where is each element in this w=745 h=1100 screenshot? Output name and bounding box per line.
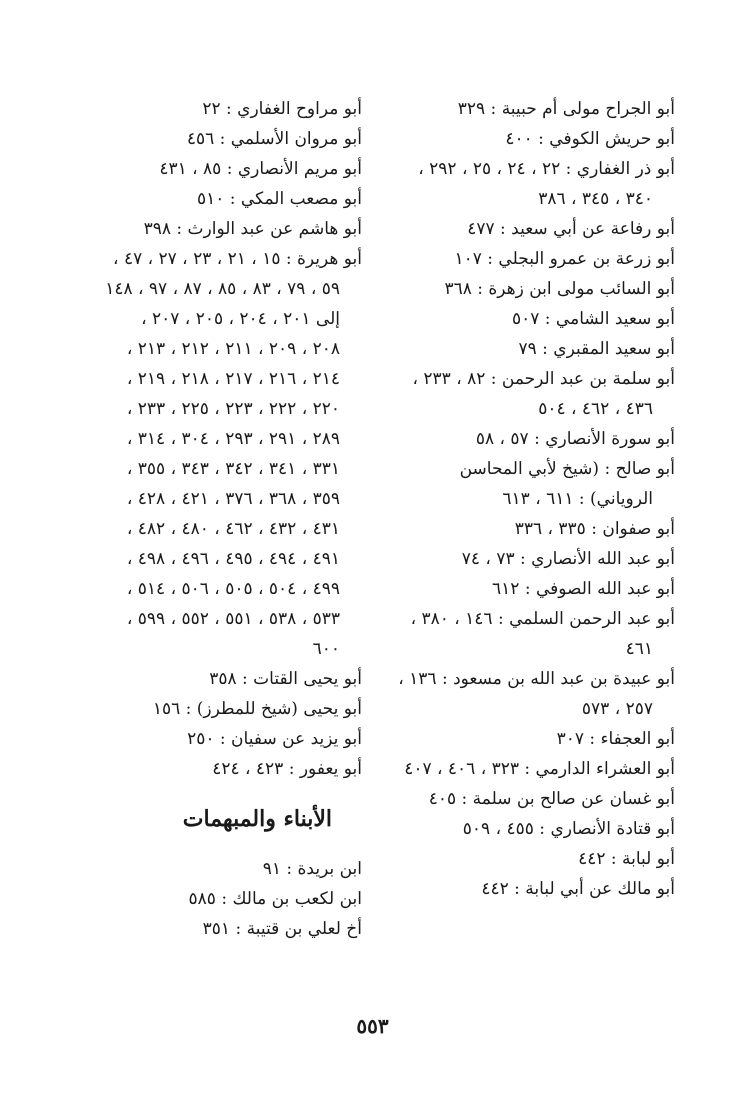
index-entry: أبو سعيد الشامي : ٥٠٧ (511, 309, 675, 329)
index-entry: أبو صفوان : ٣٣٥ ، ٣٣٦ (514, 519, 675, 539)
index-entry-continuation: ٣٤٠ ، ٣٤٥ ، ٣٨٦ (538, 189, 653, 209)
index-entry: أبو هريرة : ١٥ ، ٢١ ، ٢٣ ، ٢٧ ، ٤٧ ، (113, 249, 362, 269)
index-entry: أبو سورة الأنصاري : ٥٧ ، ٥٨ (475, 429, 675, 449)
index-entry: أبو حريش الكوفي : ٤٠٠ (505, 129, 675, 149)
index-entry: أبو هاشم عن عبد الوارث : ٣٩٨ (143, 219, 362, 239)
index-entry: أبو سعيد المقبري : ٧٩ (518, 339, 675, 359)
index-entry-continuation: ٥٣٣ ، ٥٣٨ ، ٥٥١ ، ٥٥٢ ، ٥٩٩ ، (126, 609, 340, 629)
page-number: ٥٥٣ (356, 1014, 389, 1038)
index-entry-continuation: الروياني) : ٦١١ ، ٦١٣ (502, 489, 653, 509)
index-entry-continuation: ٢٥٧ ، ٥٧٣ (581, 699, 653, 719)
index-entry-continuation: ٥٩ ، ٧٩ ، ٨٣ ، ٨٥ ، ٨٧ ، ٩٧ ، ١٤٨ (105, 279, 340, 299)
index-entry: أبو لبابة : ٤٤٢ (578, 849, 675, 869)
index-entry-continuation: ٢١٤ ، ٢١٦ ، ٢١٧ ، ٢١٨ ، ٢١٩ ، (126, 369, 340, 389)
index-entry: أبو عبيدة بن عبد الله بن مسعود : ١٣٦ ، (398, 669, 675, 689)
index-entry: أبو يعفور : ٤٢٣ ، ٤٢٤ (212, 759, 362, 779)
index-entry: أبو عبد الرحمن السلمي : ١٤٦ ، ٣٨٠ ، (410, 609, 675, 629)
section-heading: الأبناء والمبهمات (182, 806, 332, 832)
index-entry: أبو عبد الله الصوفي : ٦١٢ (492, 579, 675, 599)
index-column-left (62, 94, 362, 944)
index-entry-continuation: ٣٥٩ ، ٣٦٨ ، ٣٧٦ ، ٤٢١ ، ٤٢٨ ، (126, 489, 340, 509)
index-entry: أبو السائب مولى ابن زهرة : ٣٦٨ (444, 279, 675, 299)
index-entry: أبو يحيى القتات : ٣٥٨ (209, 669, 362, 689)
index-entry: أبو مروان الأسلمي : ٤٥٦ (186, 129, 362, 149)
index-entry-continuation: ٢٢٠ ، ٢٢٢ ، ٢٢٣ ، ٢٢٥ ، ٢٣٣ ، (126, 399, 340, 419)
index-entry: أبو صالح : (شيخ لأبي المحاسن (459, 459, 675, 479)
index-entry: أبو زرعة بن عمرو البجلي : ١٠٧ (454, 249, 675, 269)
index-entry: أبو ذر الغفاري : ٢٢ ، ٢٤ ، ٢٥ ، ٢٩٢ ، (418, 159, 675, 179)
index-entry: أبو مصعب المكي : ٥١٠ (196, 189, 362, 209)
index-entry: أبو الجراح مولى أم حبيبة : ٣٢٩ (457, 99, 675, 119)
index-entry: أبو العشراء الدارمي : ٣٢٣ ، ٤٠٦ ، ٤٠٧ (404, 759, 675, 779)
index-entry-continuation: ٤٦١ (625, 639, 653, 659)
index-entry-continuation: ٤٣١ ، ٤٣٢ ، ٤٦٢ ، ٤٨٠ ، ٤٨٢ ، (126, 519, 340, 539)
index-entry: أبو يزيد عن سفيان : ٢٥٠ (187, 729, 362, 749)
index-entry-continuation: إلى ٢٠١ ، ٢٠٤ ، ٢٠٥ ، ٢٠٧ ، (141, 309, 340, 329)
index-entry-continuation: ٤٩٩ ، ٥٠٤ ، ٥٠٥ ، ٥٠٦ ، ٥١٤ ، (126, 579, 340, 599)
index-entry-continuation: ٣٣١ ، ٣٤١ ، ٣٤٢ ، ٣٤٣ ، ٣٥٥ ، (126, 459, 340, 479)
index-entry-continuation: ٢٠٨ ، ٢٠٩ ، ٢١١ ، ٢١٢ ، ٢١٣ ، (126, 339, 340, 359)
index-entry: ابن لكعب بن مالك : ٥٨٥ (188, 889, 362, 909)
index-entry: أبو مريم الأنصاري : ٨٥ ، ٤٣١ (159, 159, 362, 179)
index-entry: أبو سلمة بن عبد الرحمن : ٨٢ ، ٢٣٣ ، (412, 369, 675, 389)
index-entry-continuation: ٦٠٠ (312, 639, 340, 659)
index-entry-continuation: ٢٨٩ ، ٢٩١ ، ٢٩٣ ، ٣٠٤ ، ٣١٤ ، (126, 429, 340, 449)
index-entry: أبو غسان عن صالح بن سلمة : ٤٠٥ (428, 789, 675, 809)
index-entry: أبو قتادة الأنصاري : ٤٥٥ ، ٥٠٩ (462, 819, 675, 839)
index-entry: ابن بريدة : ٩١ (262, 859, 362, 879)
index-entry: أبو مالك عن أبي لبابة : ٤٤٢ (481, 879, 675, 899)
index-entry: أبو مراوح الغفاري : ٢٢ (202, 99, 362, 119)
index-entry: أبو رفاعة عن أبي سعيد : ٤٧٧ (467, 219, 675, 239)
index-entry-continuation: ٤٩١ ، ٤٩٤ ، ٤٩٥ ، ٤٩٦ ، ٤٩٨ ، (126, 549, 340, 569)
index-column-right (375, 94, 675, 904)
index-entry: أبو يحيى (شيخ للمطرز) : ١٥٦ (152, 699, 362, 719)
index-entry: أبو العجفاء : ٣٠٧ (556, 729, 675, 749)
index-entry: أبو عبد الله الأنصاري : ٧٣ ، ٧٤ (461, 549, 675, 569)
index-entry: أخ لعلي بن قتيبة : ٣٥١ (202, 919, 362, 939)
index-entry-continuation: ٤٣٦ ، ٤٦٢ ، ٥٠٤ (538, 399, 653, 419)
